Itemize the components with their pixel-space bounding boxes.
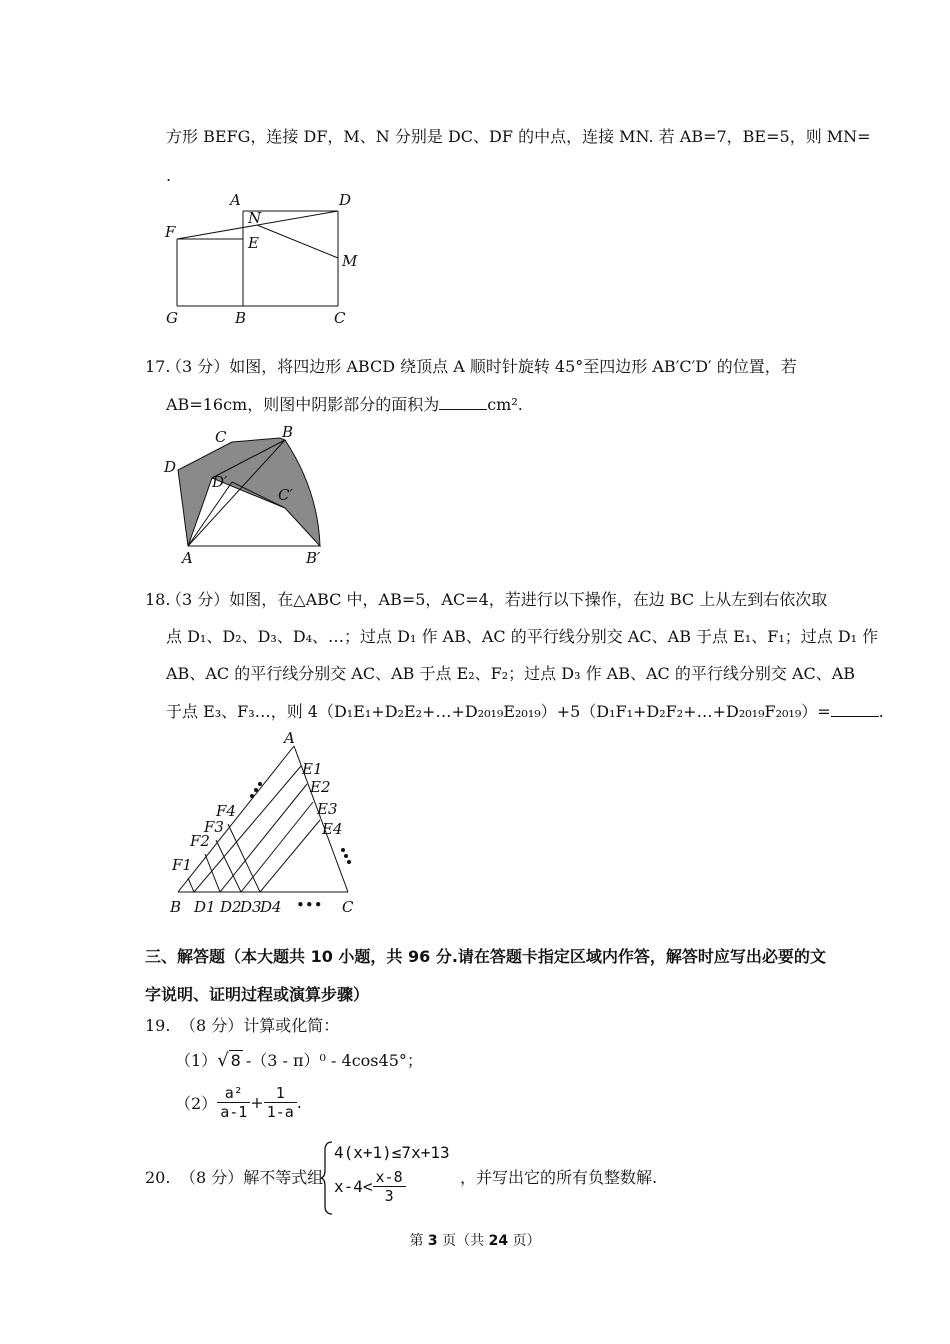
- sqrt-symbol: √: [217, 1050, 229, 1071]
- q17-label: A: [182, 549, 193, 567]
- q19-part1: [175, 1048, 423, 1071]
- q18-parallel-d3-e3: [241, 802, 313, 892]
- q18-dot: [250, 794, 254, 798]
- q20-inequality-2: [334, 1168, 406, 1205]
- q20-inequality-1: 4(x+1)≤7x+13: [334, 1143, 450, 1162]
- page-footer: [0, 1230, 950, 1250]
- q20-number: 20.: [145, 1168, 171, 1187]
- q19-part1-radicand: 8: [230, 1051, 241, 1070]
- brace-icon: [320, 1140, 334, 1216]
- q18-label: D3: [240, 898, 262, 916]
- section3-heading-line2: 字说明、证明过程或演算步骤）: [145, 985, 370, 1004]
- q19-part1-rest: -（3 - π）⁰ - 4cos45°；: [245, 1051, 423, 1070]
- fraction: [373, 1168, 406, 1205]
- fraction: [217, 1084, 250, 1121]
- q17-text-line2-post: cm².: [487, 395, 523, 414]
- q18-label: •••: [296, 896, 323, 914]
- q16-label: N: [248, 209, 262, 227]
- q16-text-line1: 方形 BEFG，连接 DF，M、N 分别是 DC、DF 的中点，连接 MN. 若 AB=7，BE=5，则 MN=: [166, 127, 871, 146]
- q18-dot: [258, 782, 262, 786]
- q18-label: E1: [302, 760, 323, 778]
- q20-title: （8 分）解不等式组: [180, 1168, 324, 1187]
- q18-label: F3: [204, 818, 224, 836]
- q16-line-nm: [257, 225, 338, 258]
- q16-label: B: [235, 309, 247, 327]
- q16-label: M: [342, 252, 358, 270]
- q18-figure: [160, 730, 370, 920]
- q16-label: A: [230, 191, 241, 209]
- q16-label: C: [334, 309, 346, 327]
- footer-total-pages: 24: [488, 1233, 509, 1249]
- q17-text-line1: （3 分）如图，将四边形 ABCD 绕顶点 A 顺时针旋转 45°至四边形 AB′C′D′ 的位置，若: [166, 357, 797, 376]
- q18-text-line4-post: .: [878, 702, 884, 721]
- q17-label: C′: [278, 486, 293, 504]
- q17-label: B: [282, 423, 294, 441]
- q19-part1-label: （1）: [175, 1051, 218, 1070]
- footer-post: 页）: [512, 1233, 541, 1249]
- q19-part2: [175, 1084, 302, 1121]
- q18-label: B: [170, 898, 182, 916]
- q18-label: C: [342, 898, 354, 916]
- fraction-denominator: 3: [384, 1187, 394, 1205]
- q18-edge-ab: [178, 746, 294, 892]
- fraction-denominator: a-1: [220, 1103, 248, 1121]
- q17-label: D: [164, 458, 177, 476]
- q18-label: F1: [172, 856, 192, 874]
- q18-label: F2: [190, 832, 210, 850]
- q16-label: D: [339, 191, 352, 209]
- q19-part2-label: （2）: [175, 1094, 218, 1113]
- plus-sign: +: [250, 1093, 264, 1112]
- q18-text-line3: AB、AC 的平行线分别交 AC、AB 于点 E₂、F₂；过点 D₃ 作 AB、AC 的平行线分别交 AC、AB: [166, 664, 856, 683]
- q18-text-line1: （3 分）如图，在△ABC 中，AB=5，AC=4，若进行以下操作，在边 BC 上从左到右依次取: [166, 590, 828, 609]
- q18-label: A: [284, 730, 295, 747]
- q16-label: F: [165, 223, 176, 241]
- q17-label: C: [215, 428, 227, 446]
- q18-parallel-d1-f1: [188, 878, 194, 892]
- q17-number: 17.: [145, 357, 171, 376]
- q18-label: F4: [216, 802, 236, 820]
- q18-label: D1: [194, 898, 216, 916]
- section3-heading-line1: 三、解答题（本大题共 10 小题，共 96 分.请在答题卡指定区域内作答，解答时应写出必要的文: [145, 947, 826, 966]
- q17-text-line2: [166, 395, 523, 415]
- q17-label: B′: [306, 549, 321, 567]
- q18-dot: [254, 788, 258, 792]
- footer-mid: 页（共: [442, 1233, 485, 1249]
- q17-figure: [160, 420, 340, 570]
- q16-label: E: [248, 234, 259, 252]
- q18-label: E4: [322, 820, 343, 838]
- q18-dot: [347, 860, 351, 864]
- fraction: [264, 1084, 297, 1121]
- fraction-numerator: x-8: [373, 1168, 406, 1187]
- answer-blank: [439, 395, 487, 410]
- footer-page-number: 3: [427, 1233, 438, 1249]
- q16-label: G: [166, 309, 178, 327]
- q17-label: D′: [212, 473, 228, 491]
- q19-title: （8 分）计算或化简：: [180, 1016, 340, 1035]
- q18-dot: [344, 854, 348, 858]
- q18-parallel-d3-f3: [216, 840, 241, 892]
- q18-text-line4-pre: 于点 E₃、F₃…，则 4（D₁E₁+D₂E₂+…+D₂₀₁₉E₂₀₁₉）+5（D₁F₁+D₂F₂+…+D₂₀₁₉F₂₀₁₉）=: [166, 702, 831, 721]
- q19-number: 19.: [145, 1016, 171, 1035]
- q20-inequality-2-pre: x-4<: [334, 1177, 373, 1196]
- answer-blank: [831, 702, 879, 717]
- fraction-numerator: 1: [264, 1084, 297, 1103]
- q18-label: E2: [310, 778, 331, 796]
- fraction-denominator: 1-a: [266, 1103, 294, 1121]
- q18-label: D2: [220, 898, 242, 916]
- q17-text-line2-pre: AB=16cm，则图中阴影部分的面积为: [166, 395, 440, 414]
- q18-label: E3: [317, 800, 338, 818]
- footer-pre: 第: [409, 1233, 424, 1249]
- q19-part2-end: .: [296, 1093, 302, 1112]
- q18-parallel-d2-f2: [205, 854, 220, 892]
- q16-text-line2: .: [166, 166, 172, 185]
- q18-dot: [341, 848, 345, 852]
- q18-number: 18.: [145, 590, 171, 609]
- q18-parallel-d4-f4: [228, 824, 260, 892]
- q20-tail: ，并写出它的所有负整数解.: [460, 1168, 658, 1187]
- q18-label: D4: [260, 898, 282, 916]
- q18-text-line2: 点 D₁、D₂、D₃、D₄、…；过点 D₁ 作 AB、AC 的平行线分别交 AC、AB 于点 E₁、F₁；过点 D₁ 作: [166, 627, 879, 646]
- q16-figure: [160, 190, 370, 330]
- q18-text-line4: [166, 702, 884, 722]
- fraction-numerator: a²: [217, 1084, 250, 1103]
